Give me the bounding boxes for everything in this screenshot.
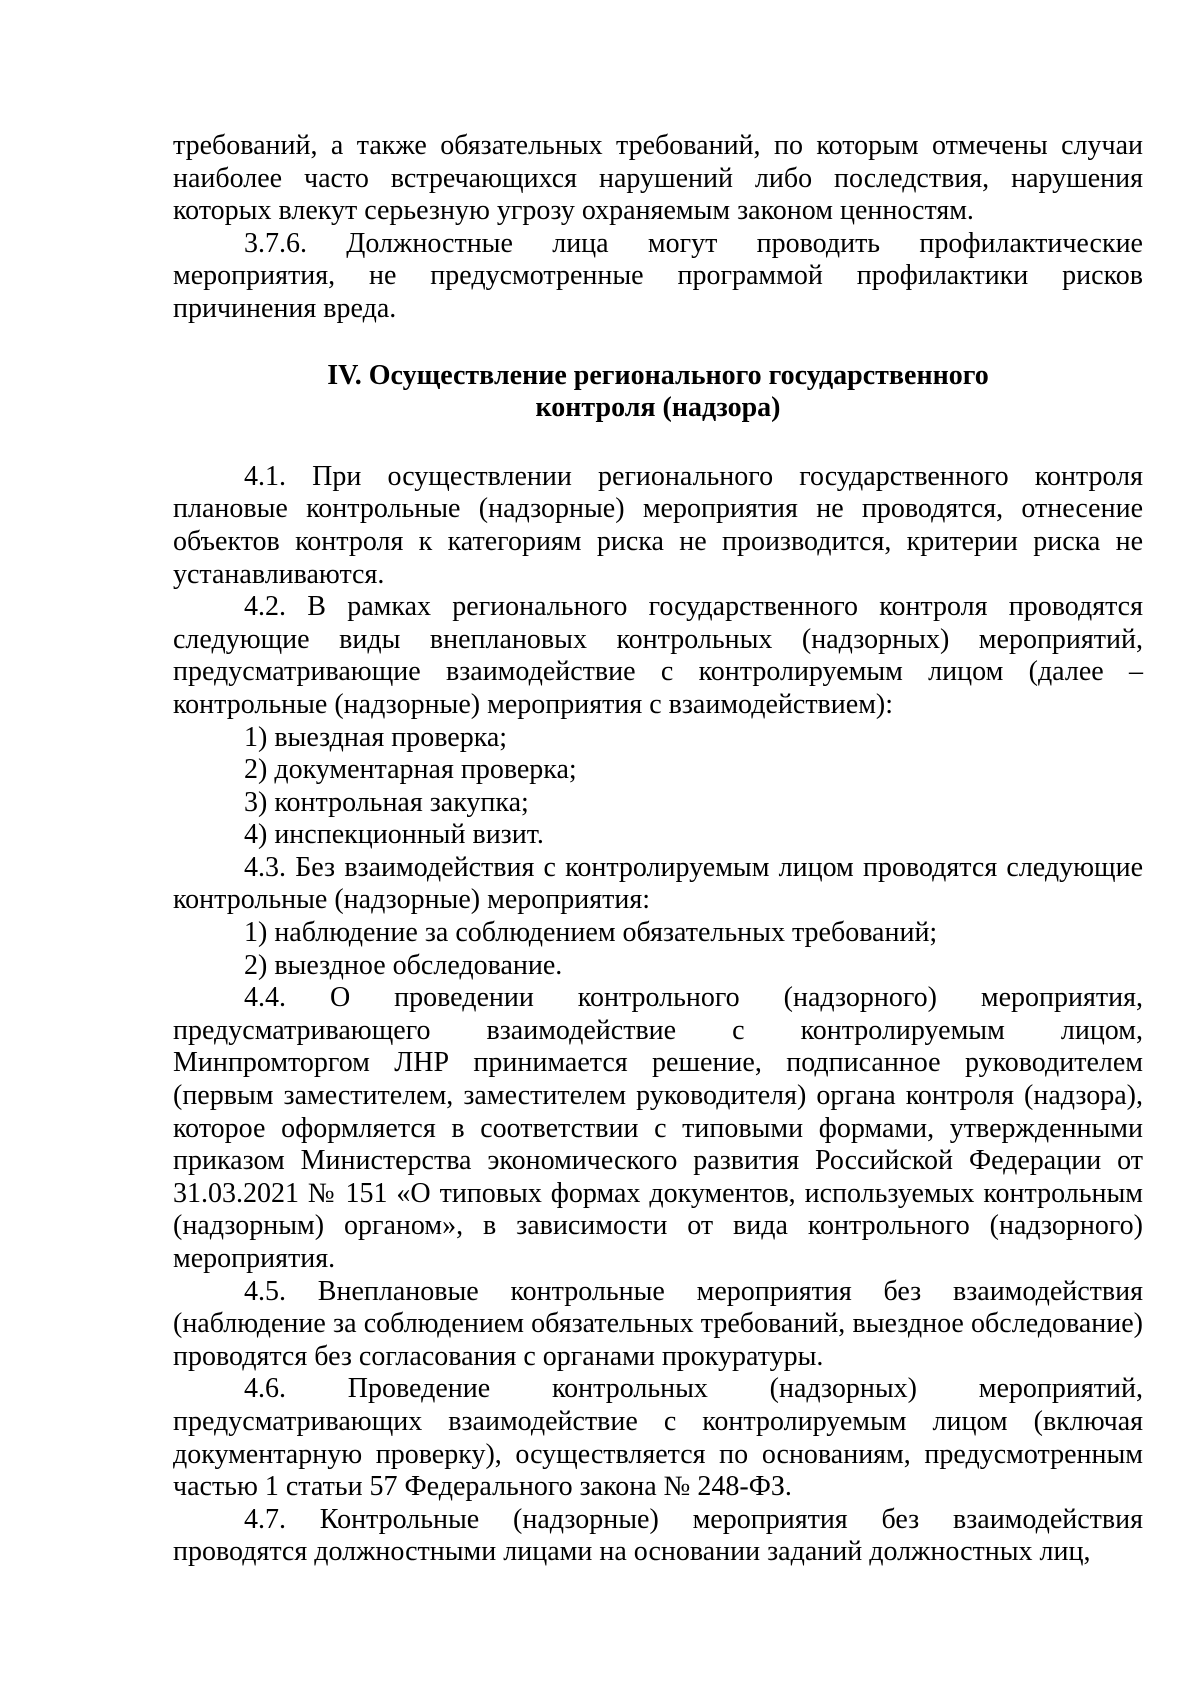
document-page xyxy=(173,130,1143,1569)
paragraph-4-7: 4.7. Контрольные (надзорные) мероприятия без взаимодействия проводятся должностными лицами на основании заданий должностных лиц, xyxy=(173,1503,1143,1568)
paragraph-3-7-6: 3.7.6. Должностные лица могут проводить профилактические мероприятия, не предусмотренные программой профилактики рисков причинения вреда. xyxy=(173,227,1143,324)
paragraph-4-5: 4.5. Внеплановые контрольные мероприятия без взаимодействия (наблюдение за соблюдением обязательных требований, выездное обследование) проводятся без согласования с органами прокуратуры. xyxy=(173,1275,1143,1372)
list-item: 2) документарная проверка; xyxy=(244,754,577,786)
list-item: 1) наблюдение за соблюдением обязательных требований; xyxy=(244,917,938,949)
section-heading-line-1: IV. Осуществление регионального государственного xyxy=(327,359,989,391)
list-item: 3) контрольная закупка; xyxy=(244,786,529,818)
section-heading xyxy=(173,360,1143,425)
paragraph-4-6: 4.6. Проведение контрольных (надзорных) мероприятий, предусматривающих взаимодействие с контролируемым лицом (включая документарную проверку), осуществляется по основаниям, предусмотренным частью 1 статьи 57 Федерального закона № 248-ФЗ. xyxy=(173,1373,1143,1503)
paragraph-4-2: 4.2. В рамках регионального государственного контроля проводятся следующие виды внеплановых контрольных (надзорных) мероприятий, предусматривающие взаимодействие с контролируемым лицом (далее – контрольные (надзорные) мероприятия с взаимодействием): xyxy=(173,591,1143,720)
paragraph-4-1: 4.1. При осуществлении регионального государственного контроля плановые контрольные (надзорные) мероприятия не проводятся, отнесение объектов контроля к категориям риска не производится, критерии риска не устанавливаются. xyxy=(173,460,1143,590)
list-item: 4) инспекционный визит. xyxy=(244,819,544,851)
list-item: 1) выездная проверка; xyxy=(244,721,508,753)
paragraph-4-3: 4.3. Без взаимодействия с контролируемым лицом проводятся следующие контрольные (надзорные) мероприятия: xyxy=(173,851,1143,916)
paragraph-4-4: 4.4. О проведении контрольного (надзорного) мероприятия, предусматривающего взаимодействие с контролируемым лицом, Минпромторгом ЛНР принимается решение, подписанное руководителем (первым заместителем, заместителем руководителя) органа контроля (надзора), которое оформляется в соответствии с типовыми формами, утвержденными приказом Министерства экономического развития Российской Федерации от 31.03.2021 № 151 «О типовых формах документов, используемых контрольным (надзорным) органом», в зависимости от вида контрольного (надзорного) мероприятия. xyxy=(173,982,1143,1274)
list-item: 2) выездное обследование. xyxy=(244,949,563,981)
section-heading-line-2: контроля (надзора) xyxy=(535,392,781,424)
paragraph-continuation: требований, а также обязательных требований, по которым отмечены случаи наиболее часто встречающихся нарушений либо последствия, нарушения которых влекут серьезную угрозу охраняемым законом ценностям. xyxy=(173,130,1143,227)
